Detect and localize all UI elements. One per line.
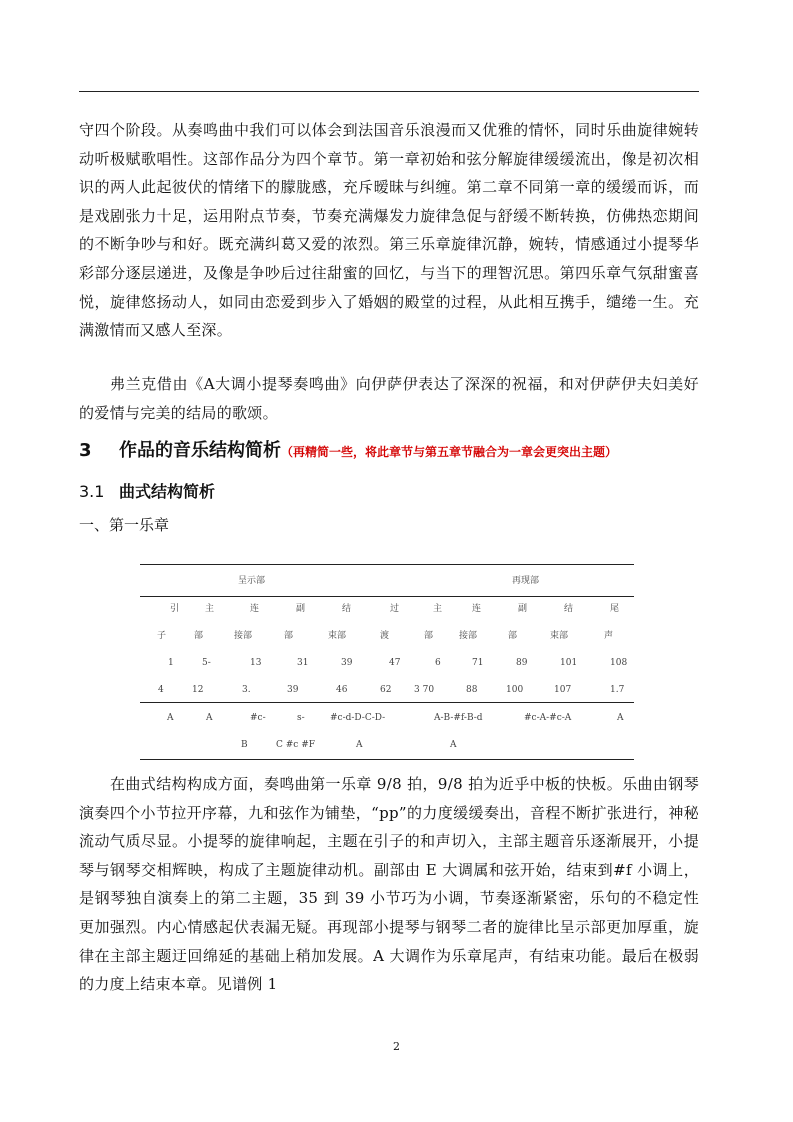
section-heading [79,436,617,462]
section-number: 3 [79,440,92,461]
group-header-exposition: 呈示部 [238,576,266,586]
table-cell: 101 [560,658,578,668]
header-rule [79,91,699,92]
table-cell: 3. [242,685,251,695]
table-header-cell: 子 [157,631,167,641]
table-mid-rule [140,702,634,703]
table-cell: A [450,740,457,750]
table-cell: 39 [341,658,353,668]
table-header-cell: 部 [194,631,204,641]
body-paragraph: 守四个阶段。从奏鸣曲中我们可以体会到法国音乐浪漫而又优雅的情怀，同时乐曲旋律婉转动听极赋歌唱性。这部作品分为四个章节。第一章初始和弦分解旋律缓缓流出，像是初次相识的两人此起彼伏的情绪下的朦胧感，充斥暧昧与纠缠。第二章不同第一章的缓缓而诉，而是戏剧张力十足，运用附点节奏，节奏充满爆发力旋律急促与舒缓不断转换，仿佛热恋期间的不断争吵与和好。既充满纠葛又爱的浓烈。第三乐章旋律沉静，婉转，情感通过小提琴华彩部分逐层递进，及像是争吵后过往甜蜜的回忆，与当下的理智沉思。第四乐章气氛甜蜜喜悦，旋律悠扬动人，如同由恋爱到步入了婚姻的殿堂的过程，从此相互携手，缱绻一生。充满激情而又感人至深。 [79,121,699,340]
table-cell: 100 [506,685,524,695]
table-header-cell: 结 [564,604,574,614]
table-header-cell: 尾 [610,604,620,614]
table-cell: s- [297,713,305,723]
table-cell: 39 [287,685,299,695]
table-cell: 71 [472,658,484,668]
table-header-cell: 接部 [234,631,253,641]
group-header-recapitulation: 再现部 [512,576,540,586]
table-cell: 12 [192,685,204,695]
section-title: 作品的音乐结构简析 [119,440,281,461]
table-cell: 13 [250,658,262,668]
table-cell: A [617,713,624,723]
table-header-cell: 引 [170,604,180,614]
table-cell: A [167,713,174,723]
table-mid-rule [140,596,634,597]
table-header-cell: 束部 [550,631,569,641]
table-bottom-rule [140,759,634,760]
movement-heading: 一、第一乐章 [79,516,170,534]
subsection-number: 3.1 [79,482,105,501]
table-header-cell: 束部 [328,631,347,641]
table-cell: 46 [336,685,348,695]
table-cell: 6 [435,658,441,668]
table-header-cell: 渡 [380,631,390,641]
table-cell: 108 [610,658,628,668]
table-cell: 107 [554,685,572,695]
body-paragraph: 弗兰克借由《A大调小提琴奏鸣曲》向伊萨伊表达了深深的祝福，和对伊萨伊夫妇美好的爱情与完美的结局的歌颂。 [79,375,699,422]
table-cell: 31 [297,658,309,668]
table-cell: #c-A-#c-A [524,713,572,723]
table-cell: 1 [168,658,174,668]
table-header-cell: 部 [284,631,294,641]
table-header-cell: 主 [205,604,215,614]
table-header-cell: 接部 [459,631,478,641]
structure-table [140,564,634,760]
table-cell: 1.7 [610,685,625,695]
table-cell: 5- [202,658,211,668]
table-header-cell: 副 [518,604,528,614]
table-top-rule [140,564,634,565]
table-header-cell: 连 [472,604,482,614]
table-cell: 4 [158,685,164,695]
table-cell: B [241,740,248,750]
table-header-cell: 主 [433,604,443,614]
table-header-cell: 连 [250,604,260,614]
table-header-cell: 副 [296,604,306,614]
table-cell: #c-d-D-C-D- [330,713,386,723]
table-cell: A [356,740,363,750]
table-header-cell: 部 [424,631,434,641]
table-cell: C #c #F [276,740,315,750]
table-header-cell: 部 [508,631,518,641]
table-cell: 62 [380,685,392,695]
table-cell: 3 70 [414,685,435,695]
body-paragraph: 在曲式结构构成方面，奏鸣曲第一乐章 9/8 拍，9/8 拍为近乎中板的快板。乐曲由钢琴演奏四个小节拉开序幕，九和弦作为铺垫，“pp”的力度缓缓奏出，音程不断扩张进行，神秘流动气质尽显。小提琴的旋律响起，主题在引子的和声切入，主部主题音乐逐渐展开，小提琴与钢琴交相辉映，构成了主题旋律动机。副部由 E 大调属和弦开始，结束到#f 小调上，是钢琴独自演奏上的第二主题，35 到 39 小节巧为小调，节奏逐渐紧密，乐句的不稳定性更加强烈。内心情感起伏表漏无疑。再现部小提琴与钢琴二者的旋律比呈示部更加厚重，旋律在主部主题迂回绵延的基础上稍加发展。A 大调作为乐章尾声，有结束功能。最后在极弱的力度上结束本章。见谱例 1 [79,775,699,994]
table-cell: #c- [250,713,266,723]
review-note: （再精简一些，将此章节与第五章节融合为一章会更突出主题） [281,445,618,459]
subsection-title: 曲式结构简析 [119,482,216,501]
table-header-cell: 声 [604,631,614,641]
table-header-cell: 过 [390,604,400,614]
subsection-heading [79,479,215,502]
table-header-cell: 结 [342,604,352,614]
table-cell: A-B-#f-B-d [434,713,483,723]
page-number: 2 [393,1040,400,1053]
table-cell: 47 [389,658,401,668]
table-cell: 89 [516,658,528,668]
table-cell: A [206,713,213,723]
table-cell: 88 [466,685,478,695]
